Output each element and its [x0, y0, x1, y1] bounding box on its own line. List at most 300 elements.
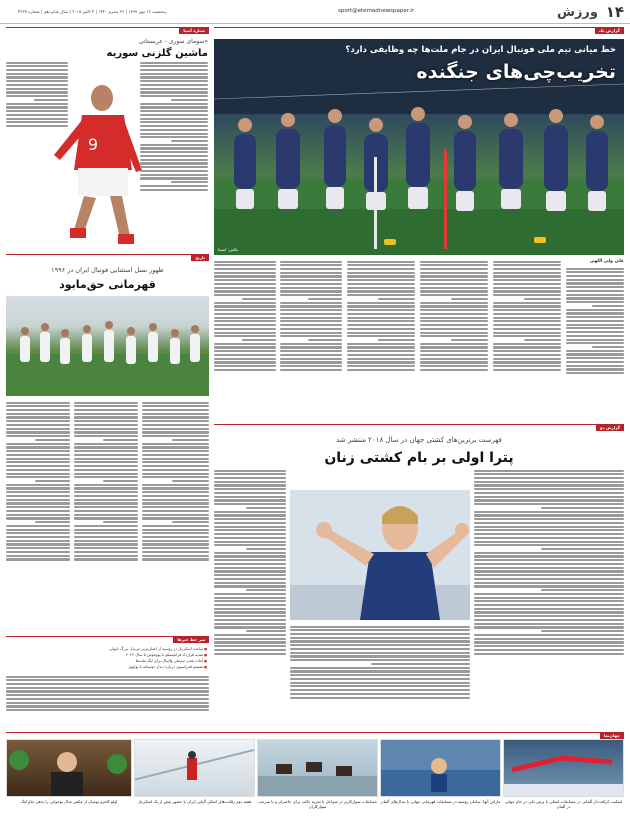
text-line — [74, 435, 138, 437]
text-line — [214, 358, 276, 360]
text-line — [474, 526, 624, 528]
text-line — [140, 162, 208, 164]
text-line — [140, 69, 208, 71]
text-line — [524, 339, 561, 341]
text-line — [74, 476, 138, 478]
text-line — [6, 454, 70, 456]
text-line — [280, 328, 342, 330]
text-line — [474, 559, 624, 561]
text-line — [74, 502, 138, 504]
text-line — [74, 543, 138, 545]
text-line — [74, 499, 138, 501]
text-line — [347, 320, 415, 322]
text-line — [6, 484, 70, 486]
text-line — [142, 416, 209, 418]
text-line — [214, 261, 276, 263]
text-line — [142, 558, 209, 560]
text-line — [142, 454, 209, 456]
text-line — [142, 431, 209, 433]
lead-rubric — [214, 27, 624, 34]
text-line — [474, 488, 624, 490]
text-line — [474, 619, 624, 621]
text-line — [347, 268, 415, 270]
text-line — [566, 286, 624, 288]
text-line — [566, 282, 624, 284]
text-line — [140, 125, 208, 127]
text-line — [74, 491, 138, 493]
text-line — [280, 268, 342, 270]
text-line — [140, 136, 208, 138]
text-line — [347, 332, 415, 334]
strip-photo-1[interactable] — [503, 739, 624, 797]
text-line — [280, 350, 342, 352]
text-line — [140, 159, 208, 161]
text-line — [474, 634, 624, 636]
text-line — [6, 465, 70, 467]
text-line — [280, 302, 342, 304]
text-line — [280, 354, 342, 356]
text-line — [280, 305, 342, 307]
text-line — [420, 343, 488, 345]
text-line — [214, 272, 276, 274]
sidebar-history-body-col-3 — [6, 400, 70, 630]
photo-strip-rubric — [6, 732, 624, 739]
strip-photo-2[interactable] — [380, 739, 501, 797]
text-line — [290, 655, 470, 657]
text-line — [140, 155, 208, 157]
text-line — [140, 121, 208, 123]
photo-credit: عکس: ایسنا — [218, 247, 239, 252]
text-line — [74, 446, 138, 448]
text-line — [347, 294, 415, 296]
text-line — [347, 358, 415, 360]
text-line — [566, 372, 624, 374]
text-line — [214, 499, 286, 501]
text-line — [474, 503, 624, 505]
text-line — [6, 517, 70, 519]
text-line — [6, 473, 70, 475]
text-line — [566, 275, 624, 277]
text-line — [142, 491, 209, 493]
text-line — [6, 698, 209, 700]
text-line — [474, 641, 624, 643]
text-line — [142, 465, 209, 467]
text-line — [6, 450, 70, 452]
text-line — [474, 604, 624, 606]
text-line — [493, 264, 561, 266]
text-line — [6, 514, 70, 516]
text-line — [6, 73, 68, 75]
text-line — [474, 608, 624, 610]
text-line — [566, 357, 624, 359]
text-line — [171, 99, 208, 101]
strip-photo-5[interactable] — [6, 739, 132, 797]
wrestling-rubric-label: گزارش دو — [596, 425, 624, 431]
text-line — [347, 335, 415, 337]
text-line — [347, 275, 415, 277]
text-line — [6, 506, 70, 508]
text-line — [74, 443, 138, 445]
text-line — [6, 458, 70, 460]
text-line — [74, 473, 138, 475]
text-line — [246, 630, 286, 632]
strip-caption-4: هفته دوم رقابت‌های اسکی آلپاین ایران با حضور بیش از یک اسکی‌باز — [137, 799, 252, 804]
lead-author: علی ولی اللهی — [589, 259, 624, 264]
brief-news-item[interactable]: ■ تصمیم فدراسیون درباره دیدار دوستانه با بولیوی — [8, 664, 207, 670]
text-line — [493, 324, 561, 326]
wrestling-body-col-1 — [474, 468, 624, 733]
text-line — [6, 106, 68, 108]
text-line — [566, 368, 624, 370]
text-line — [493, 268, 561, 270]
text-line — [142, 402, 209, 404]
text-line — [214, 492, 286, 494]
text-line — [74, 506, 138, 508]
text-line — [420, 302, 488, 304]
lead-headline: تخریب‌چی‌های جنگنده — [416, 61, 616, 83]
text-line — [74, 402, 138, 404]
text-line — [214, 275, 276, 277]
text-line — [493, 302, 561, 304]
text-line — [347, 343, 415, 345]
text-line — [74, 465, 138, 467]
text-line — [493, 313, 561, 315]
text-line — [566, 279, 624, 281]
text-line — [6, 558, 70, 560]
text-line — [74, 555, 138, 557]
text-line — [290, 629, 470, 631]
text-line — [214, 653, 286, 655]
text-line — [6, 103, 68, 105]
lead-body-col-4 — [347, 259, 415, 421]
sidebar-top-rubric — [6, 27, 209, 34]
text-line — [74, 428, 138, 430]
text-line — [420, 365, 488, 367]
strip-photo-4[interactable] — [134, 739, 255, 797]
text-line — [474, 529, 624, 531]
text-line — [280, 346, 342, 348]
text-line — [214, 585, 286, 587]
text-line — [6, 687, 209, 689]
text-line — [214, 638, 286, 640]
text-line — [493, 261, 561, 263]
text-line — [420, 320, 488, 322]
text-line — [214, 533, 286, 535]
text-line — [214, 593, 286, 595]
text-line — [347, 283, 415, 285]
text-line — [214, 641, 286, 643]
text-line — [290, 637, 470, 639]
text-line — [214, 645, 286, 647]
text-line — [74, 487, 138, 489]
text-line — [493, 294, 561, 296]
text-line — [242, 298, 276, 300]
text-line — [140, 129, 208, 131]
text-line — [347, 346, 415, 348]
sidebar-history-rubric — [6, 254, 209, 261]
text-line — [280, 358, 342, 360]
sidebar-top-body-col-1 — [140, 60, 208, 250]
text-line — [493, 275, 561, 277]
text-line — [140, 114, 208, 116]
text-line — [140, 177, 208, 179]
wrestling-body-col-2 — [214, 468, 286, 733]
text-line — [474, 623, 624, 625]
sidebar-history-body-col-2 — [74, 400, 138, 630]
text-line — [493, 332, 561, 334]
sidebar-top-kicker: «سومای سوری - عربستانی — [138, 38, 208, 45]
text-line — [6, 495, 70, 497]
text-line — [347, 354, 415, 356]
text-line — [6, 532, 70, 534]
text-line — [420, 275, 488, 277]
text-line — [142, 405, 209, 407]
text-line — [171, 181, 208, 183]
text-line — [142, 413, 209, 415]
text-line — [6, 69, 68, 71]
text-line — [566, 353, 624, 355]
text-line — [214, 290, 276, 292]
text-line — [172, 521, 209, 523]
text-line — [566, 301, 624, 303]
text-line — [280, 272, 342, 274]
text-line — [566, 365, 624, 367]
text-line — [214, 309, 276, 311]
wrestler-art — [290, 490, 470, 620]
text-line — [6, 547, 70, 549]
text-line — [474, 582, 624, 584]
text-line — [74, 514, 138, 516]
text-line — [74, 454, 138, 456]
text-line — [74, 431, 138, 433]
text-line — [493, 305, 561, 307]
text-line — [474, 499, 624, 501]
jersey-number: 9 — [87, 135, 98, 154]
text-line — [6, 409, 70, 411]
text-line — [474, 477, 624, 479]
text-line — [347, 350, 415, 352]
text-line — [280, 290, 342, 292]
text-line — [474, 574, 624, 576]
text-line — [74, 525, 138, 527]
text-line — [6, 491, 70, 493]
text-line — [6, 683, 209, 685]
text-line — [6, 402, 70, 404]
text-line — [290, 633, 470, 635]
text-line — [347, 361, 415, 363]
text-line — [6, 694, 209, 696]
text-line — [140, 170, 208, 172]
text-line — [420, 346, 488, 348]
text-line — [378, 298, 415, 300]
text-line — [6, 420, 70, 422]
text-line — [474, 653, 624, 655]
text-line — [474, 638, 624, 640]
text-line — [214, 578, 286, 580]
text-line — [140, 106, 208, 108]
brief-news-item[interactable]: ■ آماده شدن تیم‌ملی والیبال برای لیگ ملت‌ها — [8, 658, 207, 664]
text-line — [214, 369, 276, 371]
photo-strip-rubric-label: جهان‌نما — [600, 733, 624, 739]
text-line — [6, 435, 70, 437]
text-line — [142, 487, 209, 489]
team-1996-art — [6, 296, 209, 396]
text-line — [378, 339, 415, 341]
text-line — [6, 705, 209, 707]
text-line — [35, 480, 70, 482]
text-line — [214, 343, 276, 345]
text-line — [214, 328, 276, 330]
text-line — [214, 473, 286, 475]
text-line — [566, 361, 624, 363]
text-line — [420, 268, 488, 270]
text-line — [290, 693, 470, 695]
text-line — [420, 317, 488, 319]
text-line — [280, 320, 342, 322]
text-line — [347, 279, 415, 281]
text-line — [6, 413, 70, 415]
text-line — [214, 570, 286, 572]
text-line — [214, 496, 286, 498]
text-line — [474, 518, 624, 520]
brief-news-rubric — [6, 636, 209, 643]
text-line — [493, 369, 561, 371]
text-line — [140, 84, 208, 86]
text-line — [493, 354, 561, 356]
text-line — [172, 480, 209, 482]
brief-news-item[interactable]: ■ ساعت اسکی‌پار در روسیه از اصلی‌ترین مربیان بزرگ ناپولی — [8, 646, 207, 652]
text-line — [142, 409, 209, 411]
wrestling-body-col-3 — [290, 624, 470, 733]
text-line — [214, 611, 286, 613]
text-line — [214, 481, 286, 483]
text-line — [214, 563, 286, 565]
text-line — [214, 305, 276, 307]
wrestling-kicker: فهرست برترین‌های کشتی جهان در سال ۲۰۱۸ منتشر شد — [336, 436, 502, 444]
text-line — [474, 522, 624, 524]
text-line — [6, 80, 68, 82]
text-line — [74, 551, 138, 553]
text-line — [74, 424, 138, 426]
text-line — [142, 420, 209, 422]
text-line — [74, 409, 138, 411]
text-line — [290, 667, 470, 669]
text-line — [280, 343, 342, 345]
brief-news-item[interactable]: ■ تمدید قرارداد فرانچسکو با یوونتوس تا سال ۲۰۲۲ — [8, 652, 207, 658]
text-line — [214, 287, 276, 289]
text-line — [420, 309, 488, 311]
text-line — [6, 405, 70, 407]
text-line — [474, 597, 624, 599]
text-line — [214, 615, 286, 617]
strip-photo-3[interactable] — [257, 739, 378, 797]
text-line — [6, 84, 68, 86]
text-line — [214, 604, 286, 606]
text-line — [290, 682, 470, 684]
text-line — [103, 480, 138, 482]
sidebar-history-rubric-label: تاریخ — [191, 255, 209, 261]
text-line — [214, 350, 276, 352]
lead-body-col-6 — [214, 259, 276, 421]
text-line — [541, 548, 624, 550]
text-line — [142, 555, 209, 557]
text-line — [493, 343, 561, 345]
text-line — [214, 600, 286, 602]
text-line — [142, 510, 209, 512]
text-line — [566, 327, 624, 329]
text-line — [290, 644, 470, 646]
text-line — [6, 125, 68, 127]
text-line — [6, 76, 68, 78]
text-line — [142, 499, 209, 501]
text-line — [474, 570, 624, 572]
text-line — [6, 416, 70, 418]
text-line — [290, 659, 470, 661]
text-line — [566, 320, 624, 322]
text-line — [493, 358, 561, 360]
lead-body-col-5 — [280, 259, 342, 421]
text-line — [6, 536, 70, 538]
section-email[interactable]: sport@etemadnewspaper.ir — [338, 8, 415, 14]
text-line — [142, 543, 209, 545]
text-line — [566, 331, 624, 333]
text-line — [6, 555, 70, 557]
text-line — [474, 481, 624, 483]
text-line — [140, 95, 208, 97]
strip-photo-5-art — [6, 740, 131, 797]
text-line — [420, 350, 488, 352]
text-line — [214, 574, 286, 576]
text-line — [246, 548, 286, 550]
text-line — [6, 476, 70, 478]
text-line — [474, 541, 624, 543]
text-line — [290, 648, 470, 650]
team-1996-photo — [6, 296, 209, 396]
text-line — [592, 346, 624, 348]
text-line — [214, 529, 286, 531]
text-line — [142, 495, 209, 497]
text-line — [140, 174, 208, 176]
text-line — [280, 361, 342, 363]
text-line — [566, 339, 624, 341]
text-line — [493, 272, 561, 274]
text-line — [474, 555, 624, 557]
text-line — [74, 536, 138, 538]
strip-photo-1-art — [503, 740, 623, 797]
text-line — [214, 552, 286, 554]
text-line — [6, 446, 70, 448]
text-line — [420, 290, 488, 292]
text-line — [6, 525, 70, 527]
text-line — [474, 552, 624, 554]
text-line — [290, 626, 470, 628]
text-line — [566, 271, 624, 273]
text-line — [214, 503, 286, 505]
text-line — [172, 439, 209, 441]
lead-body-col-3 — [420, 259, 488, 421]
text-line — [214, 313, 276, 315]
text-line — [474, 626, 624, 628]
text-line — [420, 354, 488, 356]
section-title: ورزش — [557, 5, 598, 20]
text-line — [6, 676, 209, 678]
text-line — [347, 302, 415, 304]
text-line — [6, 510, 70, 512]
text-line — [140, 144, 208, 146]
text-line — [140, 189, 208, 191]
text-line — [214, 324, 276, 326]
lead-body-col-2 — [493, 259, 561, 421]
